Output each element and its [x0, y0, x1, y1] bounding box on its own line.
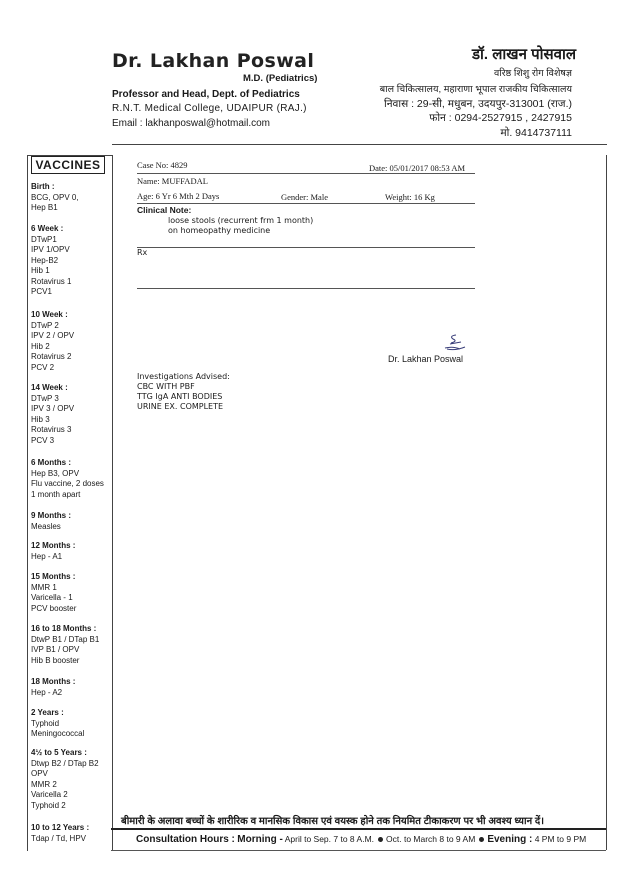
vaccine-item: Flu vaccine, 2 doses [31, 479, 104, 488]
prescription-area [111, 155, 607, 850]
doctor-degree: M.D. (Pediatrics) [243, 73, 318, 84]
patient-age: Age: 6 Yr 6 Mth 2 Days [137, 191, 220, 201]
vaccine-item: PCV booster [31, 603, 77, 613]
case-rule [137, 173, 475, 174]
vaccine-item: Hep - A2 [31, 687, 63, 697]
rx-rule [137, 288, 475, 289]
demographics-rule [137, 203, 475, 204]
vaccine-item: IPV 1/OPV [31, 245, 70, 254]
investigation-item: CBC WITH PBF [137, 382, 195, 391]
mobile-hindi: मो. 9414737111 [500, 127, 572, 139]
vaccine-item: Rotavirus 1 [31, 276, 72, 286]
signature-name: Dr. Lakhan Poswal [388, 354, 464, 364]
clinical-note-line: on homeopathy medicine [168, 226, 271, 235]
patient-name: Name: MUFFADAL [137, 176, 208, 186]
vaccine-item: OPV [31, 769, 48, 778]
investigations-heading: Investigations Advised: [137, 372, 230, 381]
vaccine-item: Meningococcal [31, 729, 85, 738]
patient-gender: Gender: Male [281, 192, 328, 202]
bullet-icon [378, 837, 383, 842]
morning-summer: April to Sep. 7 to 8 A.M. [284, 834, 375, 844]
vaccine-item: PCV 2 [31, 362, 55, 372]
vaccine-item: Rotavirus 2 [31, 352, 72, 361]
vaccine-group [31, 677, 111, 698]
vaccine-age-title: 16 to 18 Months : [31, 624, 97, 633]
vaccine-item: Typhoid 2 [31, 800, 66, 810]
vaccine-item: Rotavirus 3 [31, 425, 72, 434]
vaccine-item: Typhoid [31, 718, 60, 728]
vaccine-item: Hib B booster [31, 655, 80, 665]
vaccine-group [31, 823, 111, 844]
vaccine-age-title: 18 Months : [31, 677, 76, 686]
vaccine-item: DTwP1 [31, 234, 57, 244]
doctor-name: Dr. Lakhan Poswal [112, 50, 315, 72]
footer-advice: बीमारी के अलावा बच्चों के शारीरिक व मानसिक विकास एवं वयस्क होने तक नियमित टीकाकरण पर भी अवश्य ध्यान दें। [121, 816, 544, 827]
clinical-note-line: loose stools (recurrent frm 1 month) [168, 216, 314, 225]
phone-hindi: फोन : 0294-2527915 , 2427915 [429, 112, 572, 124]
case-number: Case No: 4829 [137, 160, 188, 170]
vaccine-age-title: 10 to 12 Years : [31, 823, 90, 832]
vaccine-group [31, 182, 111, 214]
vaccine-group [31, 224, 111, 298]
vaccine-item: IVP B1 / OPV [31, 645, 80, 654]
investigation-item: TTG IgA ANTI BODIES [137, 392, 223, 401]
doctor-name-hindi: डॉ. लाखन पोसवाल [472, 46, 577, 63]
vaccine-item: BCG, OPV 0, [31, 192, 79, 202]
evening-label: Evening : [487, 834, 533, 845]
bullet-icon [479, 837, 484, 842]
vaccine-item: Hep B1 [31, 203, 58, 212]
patient-weight: Weight: 16 Kg [385, 192, 435, 202]
vaccine-item: Varicella - 1 [31, 593, 73, 602]
consultation-hours [136, 834, 586, 845]
vaccine-group [31, 708, 111, 740]
vaccines-heading: VACCINES [31, 156, 105, 174]
vaccine-item: PCV1 [31, 287, 52, 296]
vaccine-age-title: 15 Months : [31, 572, 76, 581]
vaccine-item: Hep-B2 [31, 255, 59, 265]
vaccine-item: Hep B3, OPV [31, 468, 80, 478]
vaccine-age-title: 14 Week : [31, 383, 68, 392]
vaccine-item: Hib 1 [31, 266, 50, 275]
vaccine-item: DTwP 2 [31, 320, 59, 330]
vaccine-group [31, 624, 111, 666]
college-name: R.N.T. Medical College, UDAIPUR (RAJ.) [112, 103, 307, 114]
vaccine-age-title: 2 Years : [31, 708, 64, 717]
hospital-hindi: बाल चिकित्सालय, महाराणा भूपाल राजकीय चिकित्सालय [379, 84, 572, 95]
vaccine-item: Measles [31, 521, 61, 531]
vaccine-item: Varicella 2 [31, 790, 68, 799]
vaccine-item: Dtwp B2 / DTap B2 [31, 758, 99, 768]
header-divider [112, 144, 607, 145]
clinical-note-heading: Clinical Note: [137, 205, 192, 215]
vaccine-age-title: 12 Months : [31, 541, 76, 550]
address-hindi: निवास : 29-सी, मधुबन, उदयपुर-313001 (राज.) [383, 98, 572, 110]
hours-label: Consultation Hours : [136, 834, 235, 845]
doctor-title: Professor and Head, Dept. of Pediatrics [112, 89, 300, 100]
vaccine-age-title: 9 Months : [31, 511, 71, 520]
vaccine-group [31, 541, 111, 562]
specialty-hindi: वरिष्ठ शिशु रोग विशेषज्ञ [494, 68, 572, 79]
vaccine-group [31, 383, 111, 446]
signature-mark [441, 333, 467, 355]
vaccine-item: DTwP 3 [31, 393, 59, 403]
vaccine-item: MMR 1 [31, 582, 57, 592]
vaccine-group [31, 748, 111, 811]
morning-label: Morning - [237, 834, 283, 845]
visit-date: Date: 05/01/2017 08:53 AM [369, 163, 466, 173]
vaccine-age-title: 6 Months : [31, 458, 71, 467]
vaccine-group [31, 511, 111, 532]
vaccine-item: IPV 3 / OPV [31, 404, 75, 413]
vaccine-age-title: 6 Week : [31, 224, 64, 233]
doctor-email: Email : lakhanposwal@hotmail.com [112, 118, 270, 129]
vaccine-item: Hib 3 [31, 414, 50, 424]
vaccine-age-title: 4½ to 5 Years : [31, 748, 87, 757]
vaccine-item: PCV 3 [31, 435, 55, 445]
vaccine-item: 1 month apart [31, 489, 81, 499]
clinical-rule [137, 247, 475, 248]
vaccine-item: Hep - A1 [31, 551, 63, 561]
morning-winter: Oct. to March 8 to 9 AM [386, 834, 476, 844]
vaccine-item: Tdap / Td, HPV [31, 833, 86, 843]
footer-divider [111, 828, 606, 830]
vaccine-age-title: Birth : [31, 182, 55, 191]
vaccine-group [31, 310, 111, 373]
vaccine-item: MMR 2 [31, 779, 57, 789]
bottom-divider [111, 850, 606, 851]
vaccine-group [31, 458, 111, 500]
vaccine-item: IPV 2 / OPV [31, 331, 75, 340]
rx-label: Rx [137, 248, 148, 257]
vaccine-age-title: 10 Week : [31, 310, 68, 319]
vaccine-item: Hib 2 [31, 341, 50, 351]
evening-hours: 4 PM to 9 PM [534, 834, 587, 844]
vaccine-item: DtwP B1 / DTap B1 [31, 634, 100, 644]
investigation-item: URINE EX. COMPLETE [137, 402, 224, 411]
vaccine-group [31, 572, 111, 614]
